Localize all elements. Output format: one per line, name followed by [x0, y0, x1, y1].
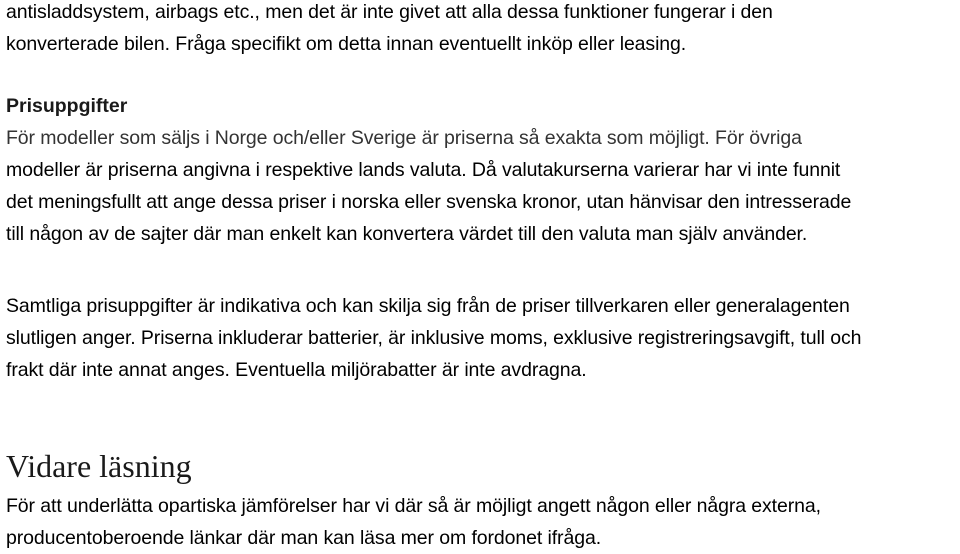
intro-line-2: konverterade bilen. Fråga specifikt om detta innan eventuellt inköp eller leasing. — [6, 33, 687, 55]
prices-p1-line-2: modeller är priserna angivna i respektive lands valuta. Då valutakurserna varierar har vi inte funnit — [6, 159, 841, 181]
further-reading-heading: Vidare läsning — [6, 448, 192, 484]
prices-heading: Prisuppgifter — [6, 95, 128, 117]
further-reading-line-1: För att underlätta opartiska jämförelser har vi där så är möjligt angett någon eller några externa, — [6, 495, 821, 517]
prices-p2-line-3: frakt där inte annat anges. Eventuella miljörabatter är inte avdragna. — [6, 359, 587, 381]
prices-paragraph-2 — [6, 290, 958, 386]
prices-paragraph-1 — [6, 122, 958, 250]
prices-p1-line-4: till någon av de sajter där man enkelt kan konvertera värdet till den valuta man själv använder. — [6, 223, 808, 245]
prices-p2-line-2: slutligen anger. Priserna inkluderar batterier, är inklusive moms, exklusive registreringsavgift, tull och — [6, 327, 862, 349]
intro-paragraph — [6, 0, 958, 60]
prices-p2-line-1: Samtliga prisuppgifter är indikativa och kan skilja sig från de priser tillverkaren eller generalagenten — [6, 295, 850, 317]
intro-line-1: antisladdsystem, airbags etc., men det är inte givet att alla dessa funktioner fungerar i den — [6, 1, 773, 23]
further-reading-line-2: producentoberoende länkar där man kan läsa mer om fordonet ifråga. — [6, 527, 602, 549]
further-reading-paragraph — [6, 490, 958, 554]
prices-p1-line-3: det meningsfullt att ange dessa priser i norska eller svenska kronor, utan hänvisar den intresserade — [6, 191, 852, 213]
prices-p1-line-1: För modeller som säljs i Norge och/eller Sverige är priserna så exakta som möjligt. För övriga — [6, 127, 802, 149]
